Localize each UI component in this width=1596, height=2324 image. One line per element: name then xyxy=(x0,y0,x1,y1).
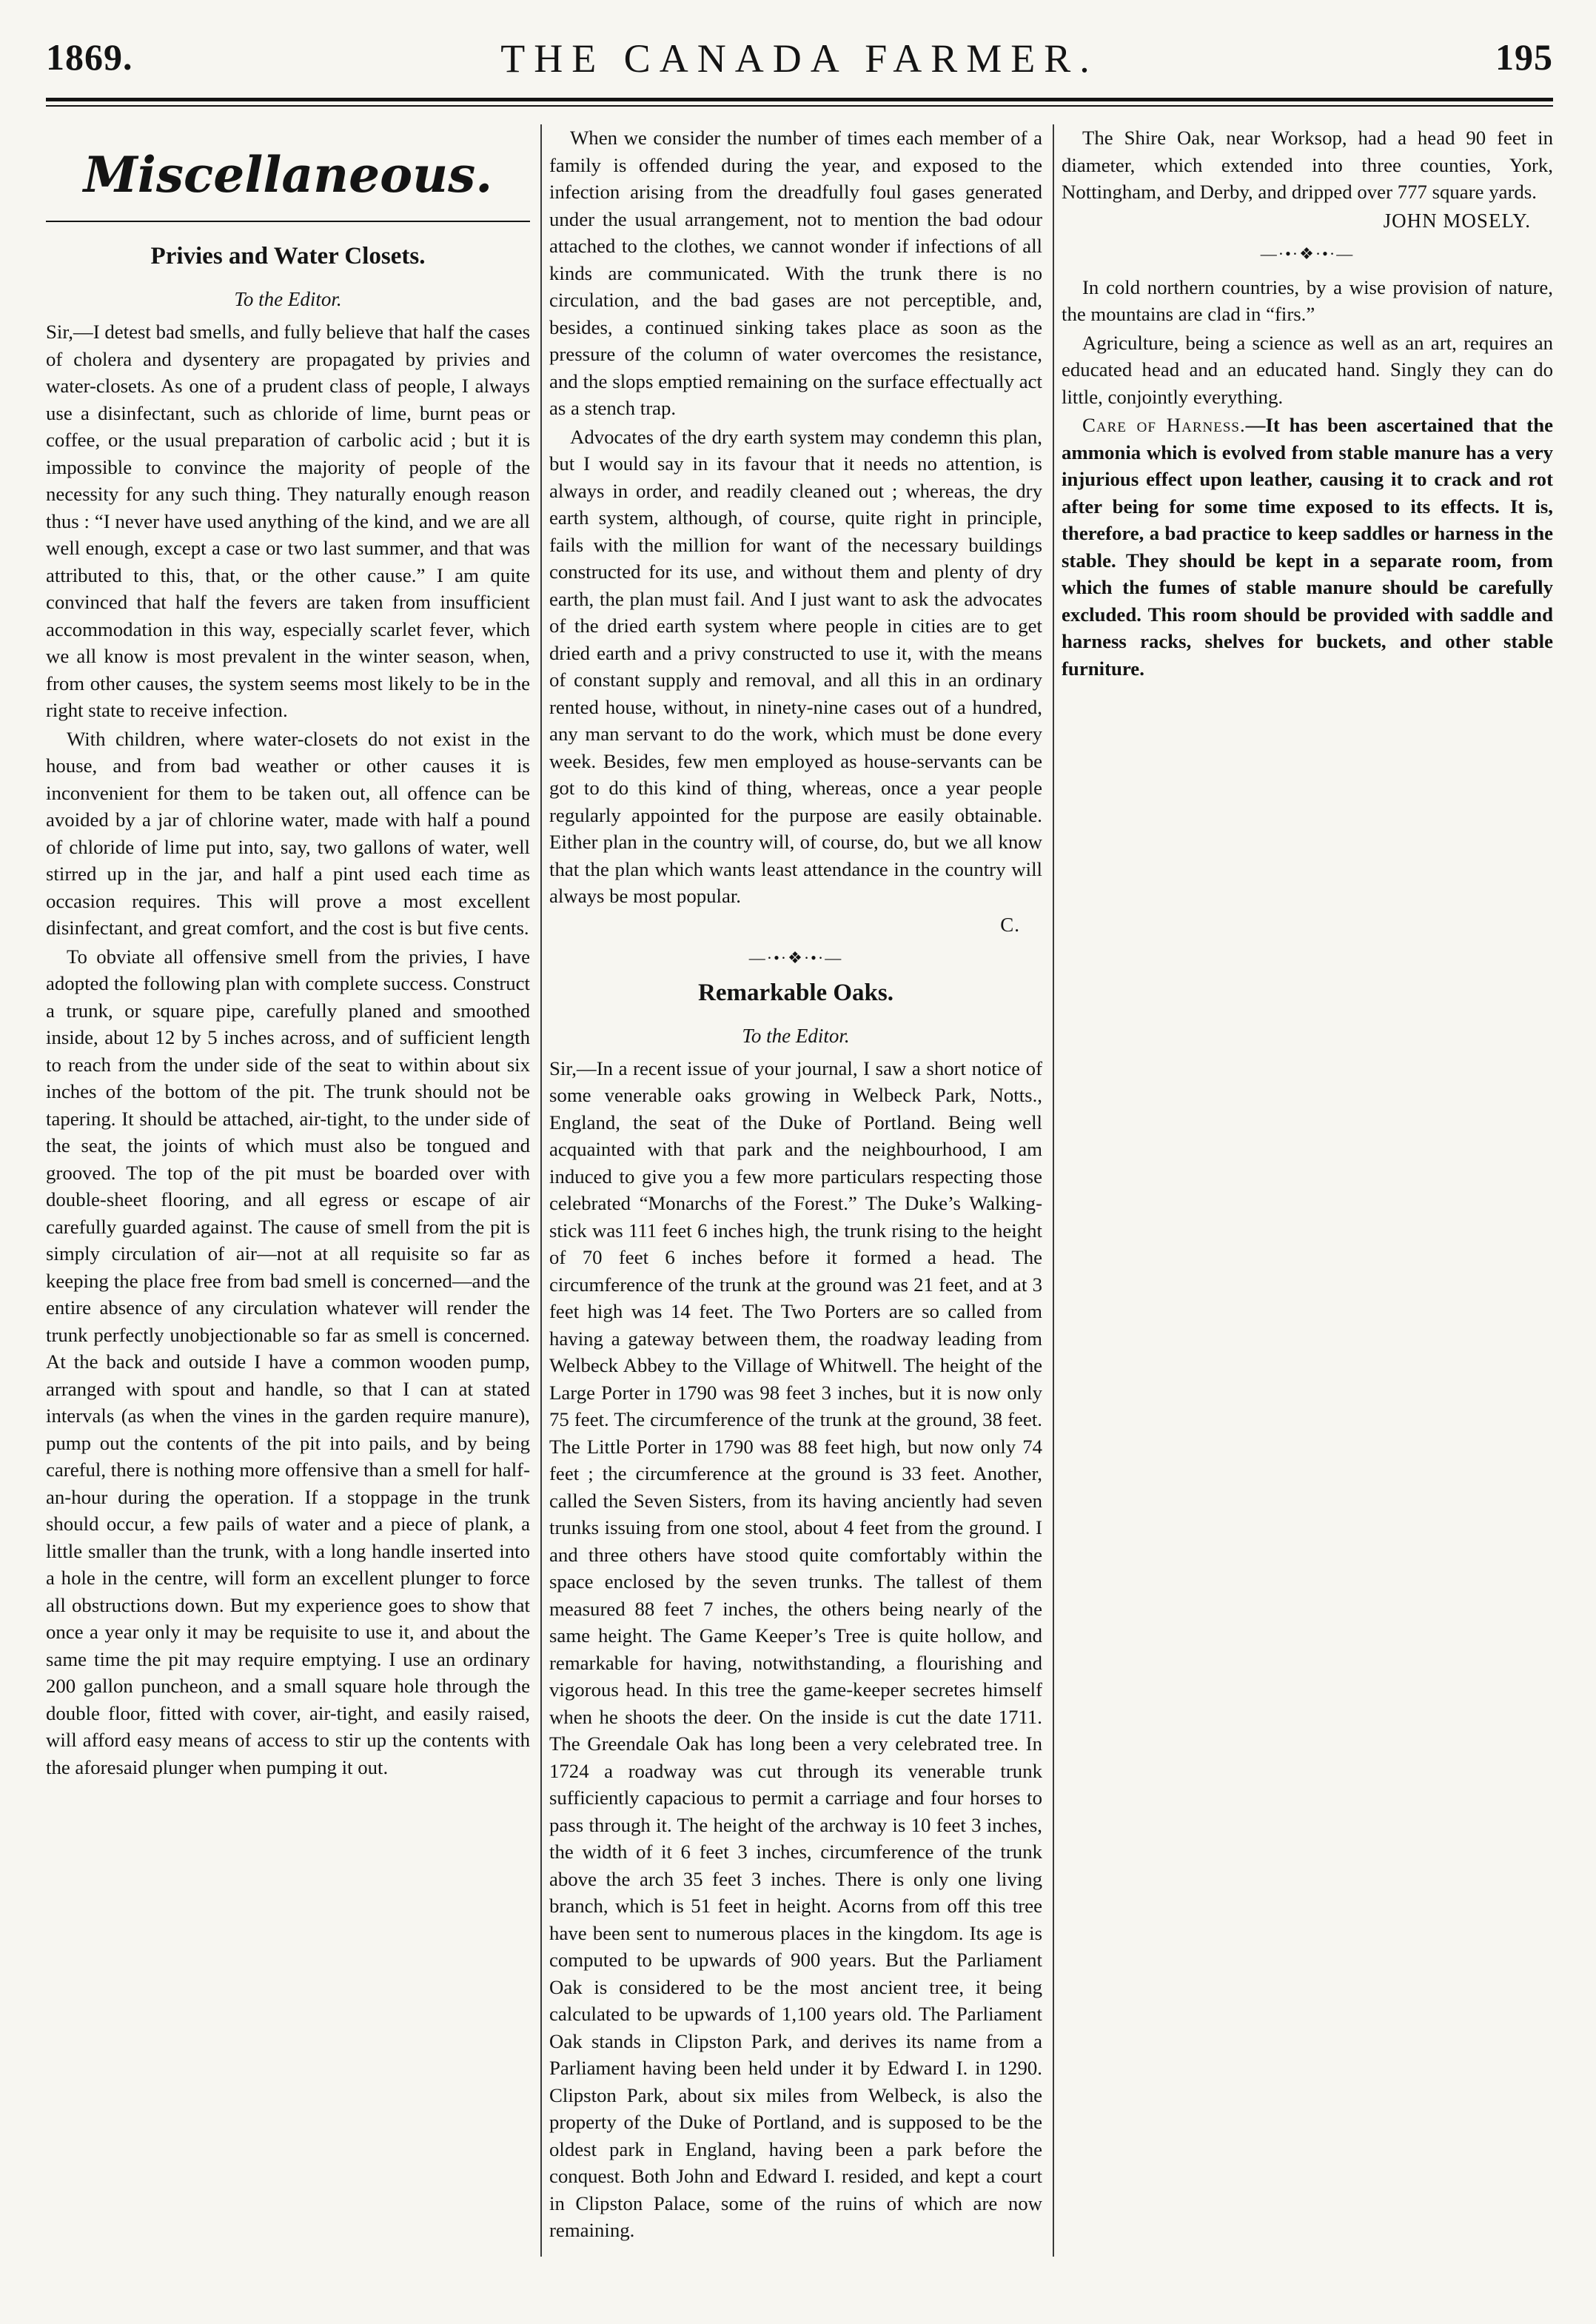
to-editor-line: To the Editor. xyxy=(742,1024,850,1047)
page-header xyxy=(46,36,1553,84)
section-rule xyxy=(46,221,530,222)
column-1 xyxy=(46,124,530,2271)
article-signature: JOHN MOSELY. xyxy=(1383,209,1531,232)
masthead-year: 1869. xyxy=(46,36,133,78)
divider-ornament: —·•·❖·•·— xyxy=(748,948,843,967)
page-number: 195 xyxy=(1495,36,1553,78)
column-divider-2 xyxy=(1053,124,1054,2257)
column-2 xyxy=(549,124,1042,2271)
agriculture-item: Agriculture, being a science as well as an art, requires an educated head and an educated hand. Singly they can do little, conjointly everything. xyxy=(1062,331,1553,408)
harness-item-lead: Care of Harness. xyxy=(1082,414,1246,436)
article-paragraph: When we consider the number of times each member of a family is offended during the year, and exposed to the infection arising from the dreadfully foul gases generated under the usual arrangement, not to mention the bad odour attached to the clothes, we cannot wonder if infections of all kinds are communicated. With the trunk there is no circulation, and the bad gases are not perceptible, and, besides, a continued sinking takes place as soon as the pressure of the column of water overcomes the resistance, and the slops emptied remaining on the surface effectually act as a stench trap. xyxy=(549,127,1042,419)
masthead-title: THE CANADA FARMER. xyxy=(500,36,1099,81)
harness-item xyxy=(1062,412,1553,682)
article-paragraph: The Shire Oak, near Worksop, had a head 90 feet in diameter, which extended into three counties, York, Nottingham, and Derby, and dripped over 777 square yards. xyxy=(1062,127,1553,203)
article-paragraph: Advocates of the dry earth system may condemn this plan, but I would say in its favour that it needs no attention, is always in order, and readily cleaned out ; whereas, the dry earth system, although, of course, quite right in principle, fails with the million for want of the necessary buildings constructed for its use, and without them and plenty of dry earth, the plan must fail. And I just want to ask the advocates of the dried earth system where people in cities are to get dried earth and a privy constructed to use it, with the means of constant supply and removal, and all this in an ordinary rented house, without, in ninety-nine cases out of a hundred, any man servant to do the work, which must be done every week. Besides, few men employed as house-servants can be got to do this kind of thing, whereas, once a year people regularly appointed for the purpose are easily obtainable. Either plan in the country will, of course, do, but we all know that the plan which wants least attendance in the country will always be most popular. xyxy=(549,425,1042,907)
to-editor-line: To the Editor. xyxy=(234,288,342,310)
article-title-oaks: Remarkable Oaks. xyxy=(698,979,893,1006)
short-item: In cold northern countries, by a wise provision of nature, the mountains are clad in “firs.” xyxy=(1062,275,1553,325)
newspaper-page xyxy=(46,21,1553,2294)
article-paragraph: With children, where water-closets do not exist in the house, and from bad weather or other causes it is inconvenient for them to be taken out, all offence can be avoided by a jar of chlorine water, made with half a pound of chloride of lime put into, say, two gallons of water, well stirred up in the jar, and half a pint used each time as occasion requires. This will prove a most excellent disinfectant, and great comfort, and the cost is but five cents. xyxy=(46,727,530,939)
article-title-privies: Privies and Water Closets. xyxy=(150,243,426,269)
column-3 xyxy=(1062,124,1553,2271)
article-signature: C. xyxy=(1000,913,1020,936)
article-paragraph: Sir,—In a recent issue of your journal, I saw a short notice of some venerable oaks growing in Welbeck Park, Notts., England, the seat of the Duke of Portland. Being well acquainted with that park and the neighbourhood, I am induced to give you a few more particulars respecting those celebrated “Monarchs of the Forest.” The Duke’s Walking-stick was 111 feet 6 inches high, the trunk rising to the height of 70 feet 6 inches before it formed a head. The circumference of the trunk at the ground was 21 feet, and at 3 feet high was 14 feet. The Two Porters are so called from having a gateway between them, the roadway leading from Welbeck Abbey to the Village of Whitwell. The height of the Large Porter in 1790 was 98 feet 3 inches, but it is now only 75 feet. The circumference of the trunk at the ground, 38 feet. The Little Porter in 1790 was 88 feet high, but now only 74 feet ; the circumference at the ground is 33 feet. Another, called the Seven Sisters, from its having anciently had seven trunks issuing from one stool, about 4 feet from the ground. I and three others have stood quite comfortably within the space enclosed by the seven trunks. The tallest of them measured 88 feet 7 inches, the others being nearly of the same height. The Game Keeper’s Tree is quite hollow, and remarkable for having, notwithstanding, a flourishing and vigorous head. In this tree the game-keeper secretes himself when he shoots the deer. On the inside is cut the date 1711. The Greendale Oak has long been a very celebrated tree. In 1724 a roadway was cut through its venerable trunk sufficiently capacious to permit a carriage and four horses to pass through it. The height of the archway is 10 feet 3 inches, the width of it 6 feet 3 inches, circumference of the trunk above the arch 35 feet 3 inches. There is only one living branch, which is 51 feet in height. Acorns from off this tree have been sent to numerous places in the kingdom. Its age is computed to be upwards of 900 years. But the Parliament Oak is considered to be the most ancient tree, it being calculated to be upwards of 1,100 years old. The Parliament Oak stands in Clipston Park, and derives its name from a Parliament having been held under it by Edward I. in 1290. Clipston Park, about six miles from Welbeck, is also the property of the Duke of Portland, and is supposed to be the oldest park in England, having been a park before the conquest. Both John and Edward I. resided, and kept a court in Clipston Palace, some of the ruins of which are now remaining. xyxy=(549,1056,1042,2241)
header-rule-thin xyxy=(46,105,1553,107)
header-rule-thick xyxy=(46,98,1553,101)
divider-ornament: —·•·❖·•·— xyxy=(1260,244,1355,263)
column-divider-1 xyxy=(540,124,542,2257)
harness-item-text: —It has been ascertained that the ammonia which is evolved from stable manure has a very injurious effect upon leather, causing it to crack and rot after being for some time exposed to its effects. It is, therefore, a bad practice to keep saddles or harness in the stable. They should be kept in a separate room, from which the fumes of stable manure should be carefully excluded. This room should be provided with saddle and harness racks, shelves for buckets, and other stable furniture. xyxy=(1062,414,1553,680)
article-paragraph: To obviate all offensive smell from the privies, I have adopted the following plan with complete success. Construct a trunk, or square pipe, carefully planed and smoothed inside, about 12 by 5 inches across, and of sufficient length to reach from the under side of the seat to within about six inches of the bottom of the pit. The trunk should not be tapering. It should be attached, air-tight, to the under side of the seat, the joints of which must also be tongued and grooved. The top of the pit must be boarded over with double-sheet flooring, and all egress or escape of air carefully guarded against. The cause of smell from the pit is simply circulation of air—not at all requisite so far as keeping the place free from bad smell is concerned—and the entire absence of any circulation whatever will render the trunk perfectly unobjectionable so far as smell is concerned. At the back and outside I have a common wooden pump, arranged with spout and handle, so that I can at stated intervals (as when the vines in the garden require manure), pump out the contents of the pit into pails, and by being careful, there is nothing more offensive than a smell for half-an-hour during the operation. If a stoppage in the trunk should occur, a few pails of water and a piece of plank, a little smaller than the trunk, with a long handle inserted into a hole in the centre, will form an excellent plunger to force all obstructions down. But my experience goes to show that once a year only it may be requisite to use it, and about the same time the pit may require emptying. I use an ordinary 200 gallon puncheon, and a small square hole through the double floor, fitted with cover, air-tight, and easily raised, will afford easy means of access to stir up the contents with the aforesaid plunger when pumping it out. xyxy=(46,945,530,1778)
section-heading: Miscellaneous. xyxy=(83,146,493,204)
article-paragraph: Sir,—I detest bad smells, and fully believe that half the cases of cholera and dysentery are propagated by privies and water-closets. As one of a prudent class of people, I always use a disinfectant, such as chloride of lime, burnt peas or coffee, or the usual preparation of carbolic acid ; but it is impossible to convince the majority of people of the necessity for any such thing. They naturally enough reason thus : “I never have used anything of the kind, and we are all well enough, except a case or two last summer, and that was attributed to this, that, or the other cause.” I am quite convinced that half the fevers are taken from insufficient accommodation in this way, especially scarlet fever, which we all know is most prevalent in the winter season, when, from other causes, the system seems most likely to be in the right state to receive infection. xyxy=(46,321,530,721)
